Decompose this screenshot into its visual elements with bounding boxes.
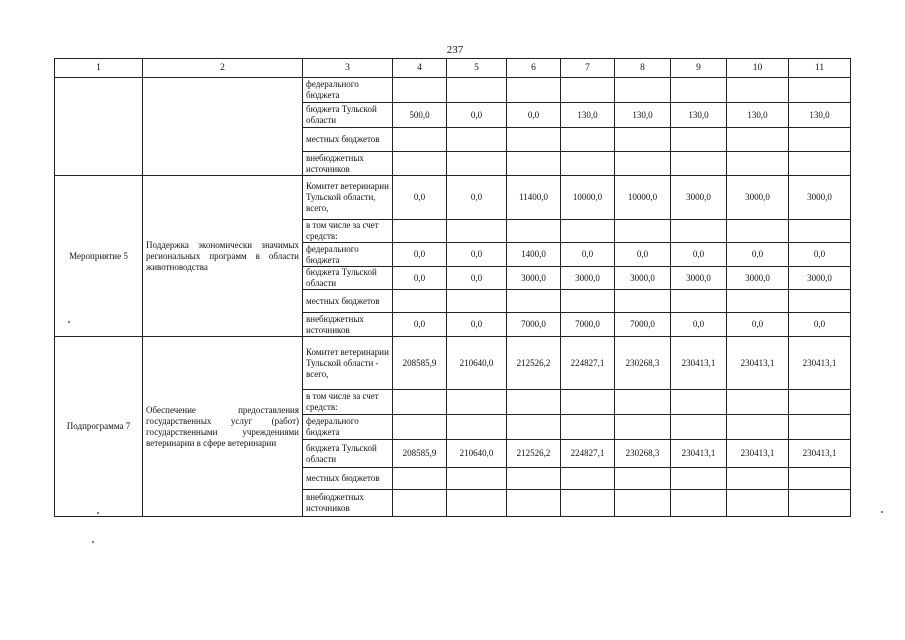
value-cell: 3000,0 [789, 267, 851, 290]
value-cell: 3000,0 [507, 267, 561, 290]
row-group-description [143, 78, 303, 176]
value-cell [615, 152, 671, 176]
value-cell [507, 390, 561, 415]
value-cell [671, 78, 727, 103]
row-group-name [55, 78, 143, 176]
column-header: 3 [303, 59, 393, 78]
value-cell [447, 78, 507, 103]
value-cell: 3000,0 [789, 176, 851, 220]
value-cell [447, 415, 507, 440]
value-cell: 0,0 [727, 243, 789, 267]
value-cell: 208585,9 [393, 440, 447, 468]
value-cell [671, 468, 727, 490]
value-cell [507, 468, 561, 490]
value-cell: 0,0 [447, 176, 507, 220]
value-cell: 7000,0 [507, 313, 561, 337]
header-row [55, 59, 851, 78]
value-cell: 3000,0 [615, 267, 671, 290]
value-cell [393, 220, 447, 243]
value-cell [727, 78, 789, 103]
value-cell [507, 152, 561, 176]
row-group-name: Подпрограмма 7 [55, 337, 143, 517]
value-cell: 3000,0 [671, 267, 727, 290]
funding-source: внебюджетных источников [303, 490, 393, 517]
value-cell [671, 220, 727, 243]
value-cell: 0,0 [447, 103, 507, 128]
value-cell [447, 490, 507, 517]
value-cell: 10000,0 [561, 176, 615, 220]
value-cell [393, 290, 447, 313]
scan-speck [881, 511, 883, 513]
value-cell [671, 290, 727, 313]
value-cell [615, 290, 671, 313]
value-cell: 7000,0 [615, 313, 671, 337]
value-cell [561, 128, 615, 152]
value-cell: 210640,0 [447, 337, 507, 390]
column-header: 5 [447, 59, 507, 78]
row-group-description: Поддержка экономически значимых региональных программ в области животноводства [143, 176, 303, 337]
funding-source: внебюджетных источников [303, 313, 393, 337]
scan-speck [68, 321, 70, 323]
value-cell: 0,0 [447, 267, 507, 290]
value-cell [393, 128, 447, 152]
value-cell [507, 290, 561, 313]
value-cell [507, 220, 561, 243]
column-header: 8 [615, 59, 671, 78]
value-cell [507, 128, 561, 152]
table-row [55, 176, 851, 220]
value-cell [615, 78, 671, 103]
value-cell: 0,0 [507, 103, 561, 128]
value-cell [789, 290, 851, 313]
funding-source: федерального бюджета [303, 243, 393, 267]
funding-source: местных бюджетов [303, 128, 393, 152]
value-cell [671, 415, 727, 440]
value-cell [789, 490, 851, 517]
value-cell: 3000,0 [727, 176, 789, 220]
funding-source: местных бюджетов [303, 468, 393, 490]
funding-source: бюджета Тульской области [303, 440, 393, 468]
value-cell: 3000,0 [561, 267, 615, 290]
value-cell: 230268,3 [615, 440, 671, 468]
value-cell [447, 220, 507, 243]
value-cell [671, 490, 727, 517]
value-cell [671, 128, 727, 152]
table-row [55, 78, 851, 103]
row-group-name: Мероприятие 5 [55, 176, 143, 337]
value-cell: 500,0 [393, 103, 447, 128]
funding-source: в том числе за счет средств: [303, 220, 393, 243]
column-header: 10 [727, 59, 789, 78]
value-cell: 230413,1 [727, 337, 789, 390]
value-cell [789, 415, 851, 440]
funding-source: бюджета Тульской области [303, 103, 393, 128]
value-cell [727, 128, 789, 152]
value-cell: 208585,9 [393, 337, 447, 390]
column-header: 7 [561, 59, 615, 78]
value-cell [789, 128, 851, 152]
value-cell: 212526,2 [507, 337, 561, 390]
funding-source: внебюджетных источников [303, 152, 393, 176]
column-header: 2 [143, 59, 303, 78]
value-cell: 0,0 [671, 243, 727, 267]
value-cell [727, 390, 789, 415]
table-row [55, 337, 851, 390]
funding-source: Комитет ветеринарии Тульской области, всего, [303, 176, 393, 220]
value-cell: 11400,0 [507, 176, 561, 220]
value-cell: 130,0 [671, 103, 727, 128]
value-cell: 0,0 [393, 267, 447, 290]
value-cell [447, 128, 507, 152]
value-cell: 3000,0 [727, 267, 789, 290]
value-cell [789, 152, 851, 176]
value-cell [561, 78, 615, 103]
value-cell: 0,0 [447, 243, 507, 267]
value-cell [507, 490, 561, 517]
value-cell: 7000,0 [561, 313, 615, 337]
value-cell [507, 78, 561, 103]
value-cell [789, 220, 851, 243]
value-cell [727, 220, 789, 243]
value-cell [561, 220, 615, 243]
value-cell [789, 468, 851, 490]
value-cell [447, 390, 507, 415]
value-cell [561, 290, 615, 313]
funding-source: в том числе за счет средств: [303, 390, 393, 415]
value-cell: 0,0 [393, 243, 447, 267]
value-cell: 230268,3 [615, 337, 671, 390]
funding-source: бюджета Тульской области [303, 267, 393, 290]
value-cell [727, 290, 789, 313]
scan-speck [92, 541, 94, 543]
value-cell: 230413,1 [727, 440, 789, 468]
value-cell [727, 490, 789, 517]
value-cell: 10000,0 [615, 176, 671, 220]
funding-source: Комитет ветеринарии Тульской области - всего, [303, 337, 393, 390]
value-cell: 0,0 [789, 243, 851, 267]
value-cell [561, 152, 615, 176]
value-cell [447, 290, 507, 313]
value-cell [727, 468, 789, 490]
value-cell [561, 490, 615, 517]
value-cell: 230413,1 [671, 337, 727, 390]
value-cell [615, 128, 671, 152]
funding-source: федерального бюджета [303, 78, 393, 103]
value-cell [393, 78, 447, 103]
value-cell [789, 390, 851, 415]
value-cell [507, 415, 561, 440]
value-cell: 0,0 [789, 313, 851, 337]
value-cell [615, 490, 671, 517]
value-cell [561, 415, 615, 440]
page-number: 237 [446, 44, 464, 56]
value-cell [671, 390, 727, 415]
value-cell: 0,0 [561, 243, 615, 267]
value-cell: 0,0 [615, 243, 671, 267]
row-group-description: Обеспечение предоставления государственных услуг (работ) государственными учреждениями ветеринарии в сфере ветеринарии [143, 337, 303, 517]
value-cell [393, 415, 447, 440]
value-cell [561, 468, 615, 490]
value-cell [393, 490, 447, 517]
value-cell: 3000,0 [671, 176, 727, 220]
value-cell: 0,0 [671, 313, 727, 337]
value-cell: 0,0 [393, 176, 447, 220]
value-cell [671, 152, 727, 176]
value-cell: 210640,0 [447, 440, 507, 468]
value-cell [447, 468, 507, 490]
value-cell [393, 152, 447, 176]
value-cell: 0,0 [393, 313, 447, 337]
value-cell: 230413,1 [671, 440, 727, 468]
value-cell [789, 78, 851, 103]
value-cell: 1400,0 [507, 243, 561, 267]
column-header: 9 [671, 59, 727, 78]
value-cell: 130,0 [561, 103, 615, 128]
value-cell [615, 415, 671, 440]
value-cell: 0,0 [447, 313, 507, 337]
funding-source: местных бюджетов [303, 290, 393, 313]
budget-table [54, 58, 851, 517]
value-cell [615, 468, 671, 490]
value-cell: 130,0 [615, 103, 671, 128]
value-cell: 224827,1 [561, 337, 615, 390]
column-header: 6 [507, 59, 561, 78]
value-cell [393, 468, 447, 490]
value-cell: 224827,1 [561, 440, 615, 468]
value-cell: 230413,1 [789, 337, 851, 390]
value-cell [727, 152, 789, 176]
column-header: 4 [393, 59, 447, 78]
value-cell [615, 390, 671, 415]
value-cell [615, 220, 671, 243]
scan-speck [97, 512, 99, 514]
value-cell: 130,0 [727, 103, 789, 128]
column-header: 1 [55, 59, 143, 78]
column-header: 11 [789, 59, 851, 78]
value-cell: 130,0 [789, 103, 851, 128]
value-cell [447, 152, 507, 176]
value-cell: 230413,1 [789, 440, 851, 468]
funding-source: федерального бюджета [303, 415, 393, 440]
value-cell: 0,0 [727, 313, 789, 337]
value-cell [561, 390, 615, 415]
value-cell [727, 415, 789, 440]
value-cell [393, 390, 447, 415]
value-cell: 212526,2 [507, 440, 561, 468]
